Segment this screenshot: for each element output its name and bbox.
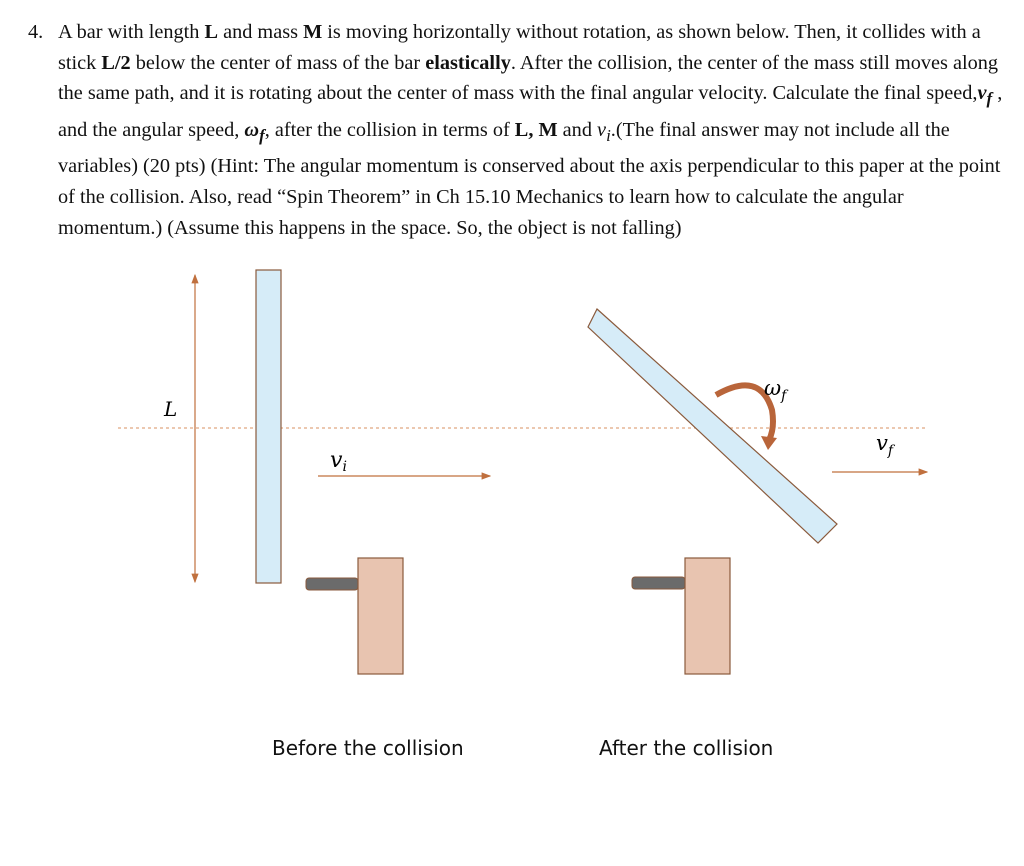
text: is moving horizontally without rotation, as shown below. Then, it collides with a stick	[58, 21, 981, 74]
var-L: L	[204, 21, 218, 43]
sub: f	[986, 89, 993, 109]
text: A bar with length	[58, 21, 205, 43]
sub: f	[259, 125, 265, 145]
stick-block-after	[685, 558, 730, 674]
length-label: L	[164, 397, 178, 421]
bar-before	[256, 270, 281, 583]
stick-rod-after	[632, 577, 685, 589]
var-M: M	[303, 21, 323, 43]
text: below the center of mass of the bar	[130, 51, 426, 74]
vf-label: $v_f$	[876, 431, 894, 459]
question-number: 4.	[28, 21, 44, 43]
text: , after the collision in terms of	[264, 118, 515, 141]
wf-label: $\omega_f$	[764, 376, 787, 404]
var-LM: L, M	[514, 118, 558, 141]
before-caption: Before the collision	[272, 736, 464, 760]
bar-after	[588, 309, 837, 543]
text: and	[557, 118, 598, 141]
sub: i	[606, 125, 611, 145]
var-wf: ω	[244, 118, 260, 141]
emphasis: elastically	[425, 51, 511, 74]
text: . After the collision, the center of the mass still moves along the same path, and it is rotating about the center of mass with the final angular velocity. Calculate the final speed,	[58, 51, 999, 105]
omega-arrowhead	[761, 436, 777, 450]
stick-block-before	[358, 558, 403, 674]
var-vf: v	[977, 82, 987, 105]
var-L2: L/2	[101, 51, 131, 74]
stick-rod-before	[306, 578, 358, 590]
vi-label: vi	[330, 448, 347, 475]
var-vi: v	[597, 118, 607, 141]
text: , and the angular speed,	[58, 82, 1003, 141]
text: .(The final answer may not include all the variables) (20 pts) (Hint: The angular momentum is conserved about the axis perpendicular to this paper at the point of the collision. Also, read “Spin Theorem” in Ch 15.10 Mechanics to learn how to calculate the angular momentum.) (Assume this happens in the space. So, the object is not falling)	[58, 118, 1001, 239]
after-caption: After the collision	[599, 736, 774, 760]
text: and mass	[218, 21, 304, 43]
